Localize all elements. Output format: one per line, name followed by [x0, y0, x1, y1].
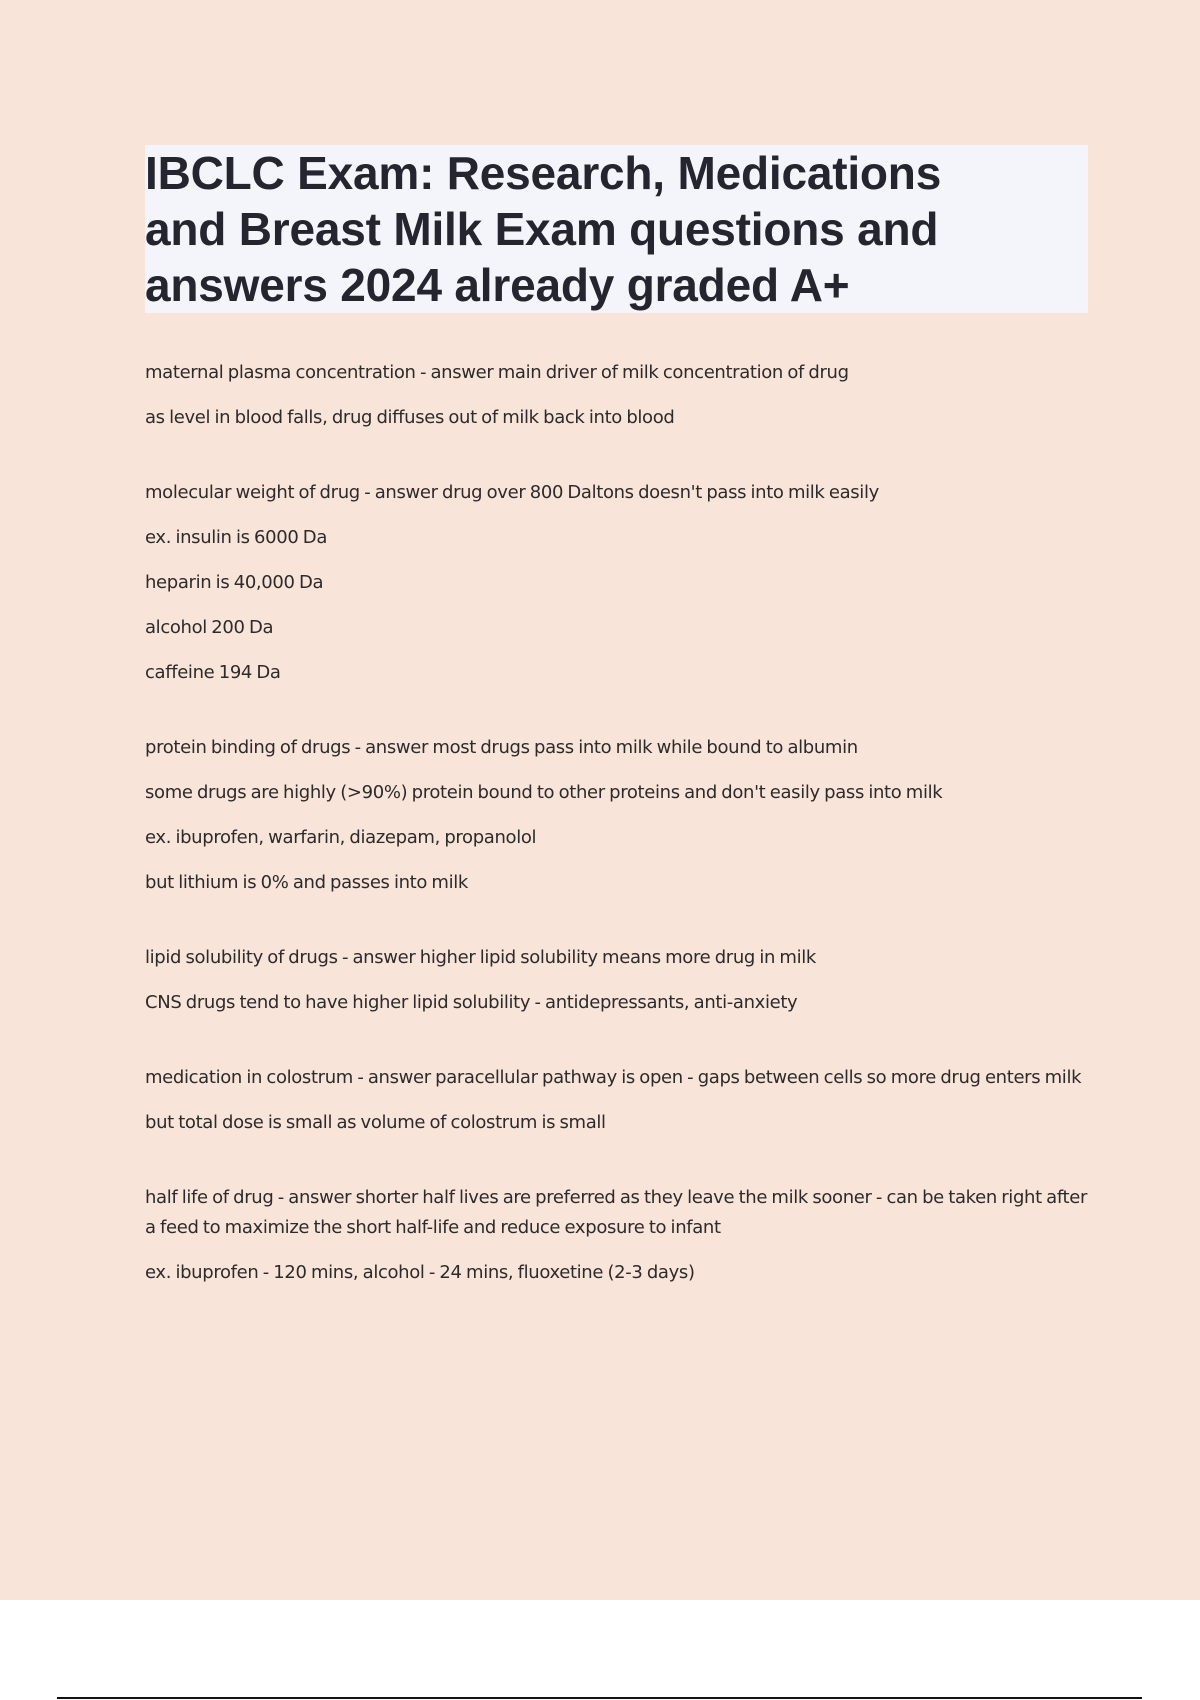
qa-line: CNS drugs tend to have higher lipid solubility - antidepressants, anti-anxiety: [145, 992, 798, 1013]
qa-block-colostrum: [145, 1063, 1090, 1138]
qa-line: lipid solubility of drugs - answer higher lipid solubility means more drug in milk: [145, 947, 816, 968]
qa-line: heparin is 40,000 Da: [145, 572, 324, 593]
qa-line: protein binding of drugs - answer most drugs pass into milk while bound to albumin: [145, 737, 858, 758]
qa-block-lipid-solubility: [145, 943, 1090, 1018]
qa-line: half life of drug - answer shorter half lives are preferred as they leave the milk sooner - can be taken right after a feed to maximize the short half-life and reduce exposure to infant: [145, 1187, 1087, 1238]
qa-block-maternal-plasma: [145, 358, 1090, 433]
qa-line: some drugs are highly (>90%) protein bound to other proteins and don't easily pass into milk: [145, 782, 943, 803]
footer-divider: [57, 1697, 1142, 1699]
qa-line: ex. ibuprofen - 120 mins, alcohol - 24 mins, fluoxetine (2-3 days): [145, 1262, 695, 1283]
title-line: IBCLC Exam: Research, Medications: [145, 147, 942, 199]
qa-content: [145, 358, 1090, 1333]
qa-line: caffeine 194 Da: [145, 662, 281, 683]
qa-line: as level in blood falls, drug diffuses out of milk back into blood: [145, 407, 675, 428]
title-box: [145, 145, 1088, 313]
document-title: [145, 145, 1088, 313]
title-line: and Breast Milk Exam questions and: [145, 203, 939, 255]
qa-line: alcohol 200 Da: [145, 617, 274, 638]
title-line: answers 2024 already graded A+: [145, 259, 850, 311]
qa-line: molecular weight of drug - answer drug over 800 Daltons doesn't pass into milk easily: [145, 482, 879, 503]
qa-block-protein-binding: [145, 733, 1090, 898]
qa-block-molecular-weight: [145, 478, 1090, 688]
qa-line: but lithium is 0% and passes into milk: [145, 872, 468, 893]
qa-line: ex. insulin is 6000 Da: [145, 527, 328, 548]
qa-line: maternal plasma concentration - answer main driver of milk concentration of drug: [145, 362, 849, 383]
qa-block-half-life: [145, 1183, 1090, 1288]
qa-line: medication in colostrum - answer paracellular pathway is open - gaps between cells so more drug enters milk: [145, 1067, 1082, 1088]
qa-line: ex. ibuprofen, warfarin, diazepam, propanolol: [145, 827, 537, 848]
qa-line: but total dose is small as volume of colostrum is small: [145, 1112, 606, 1133]
